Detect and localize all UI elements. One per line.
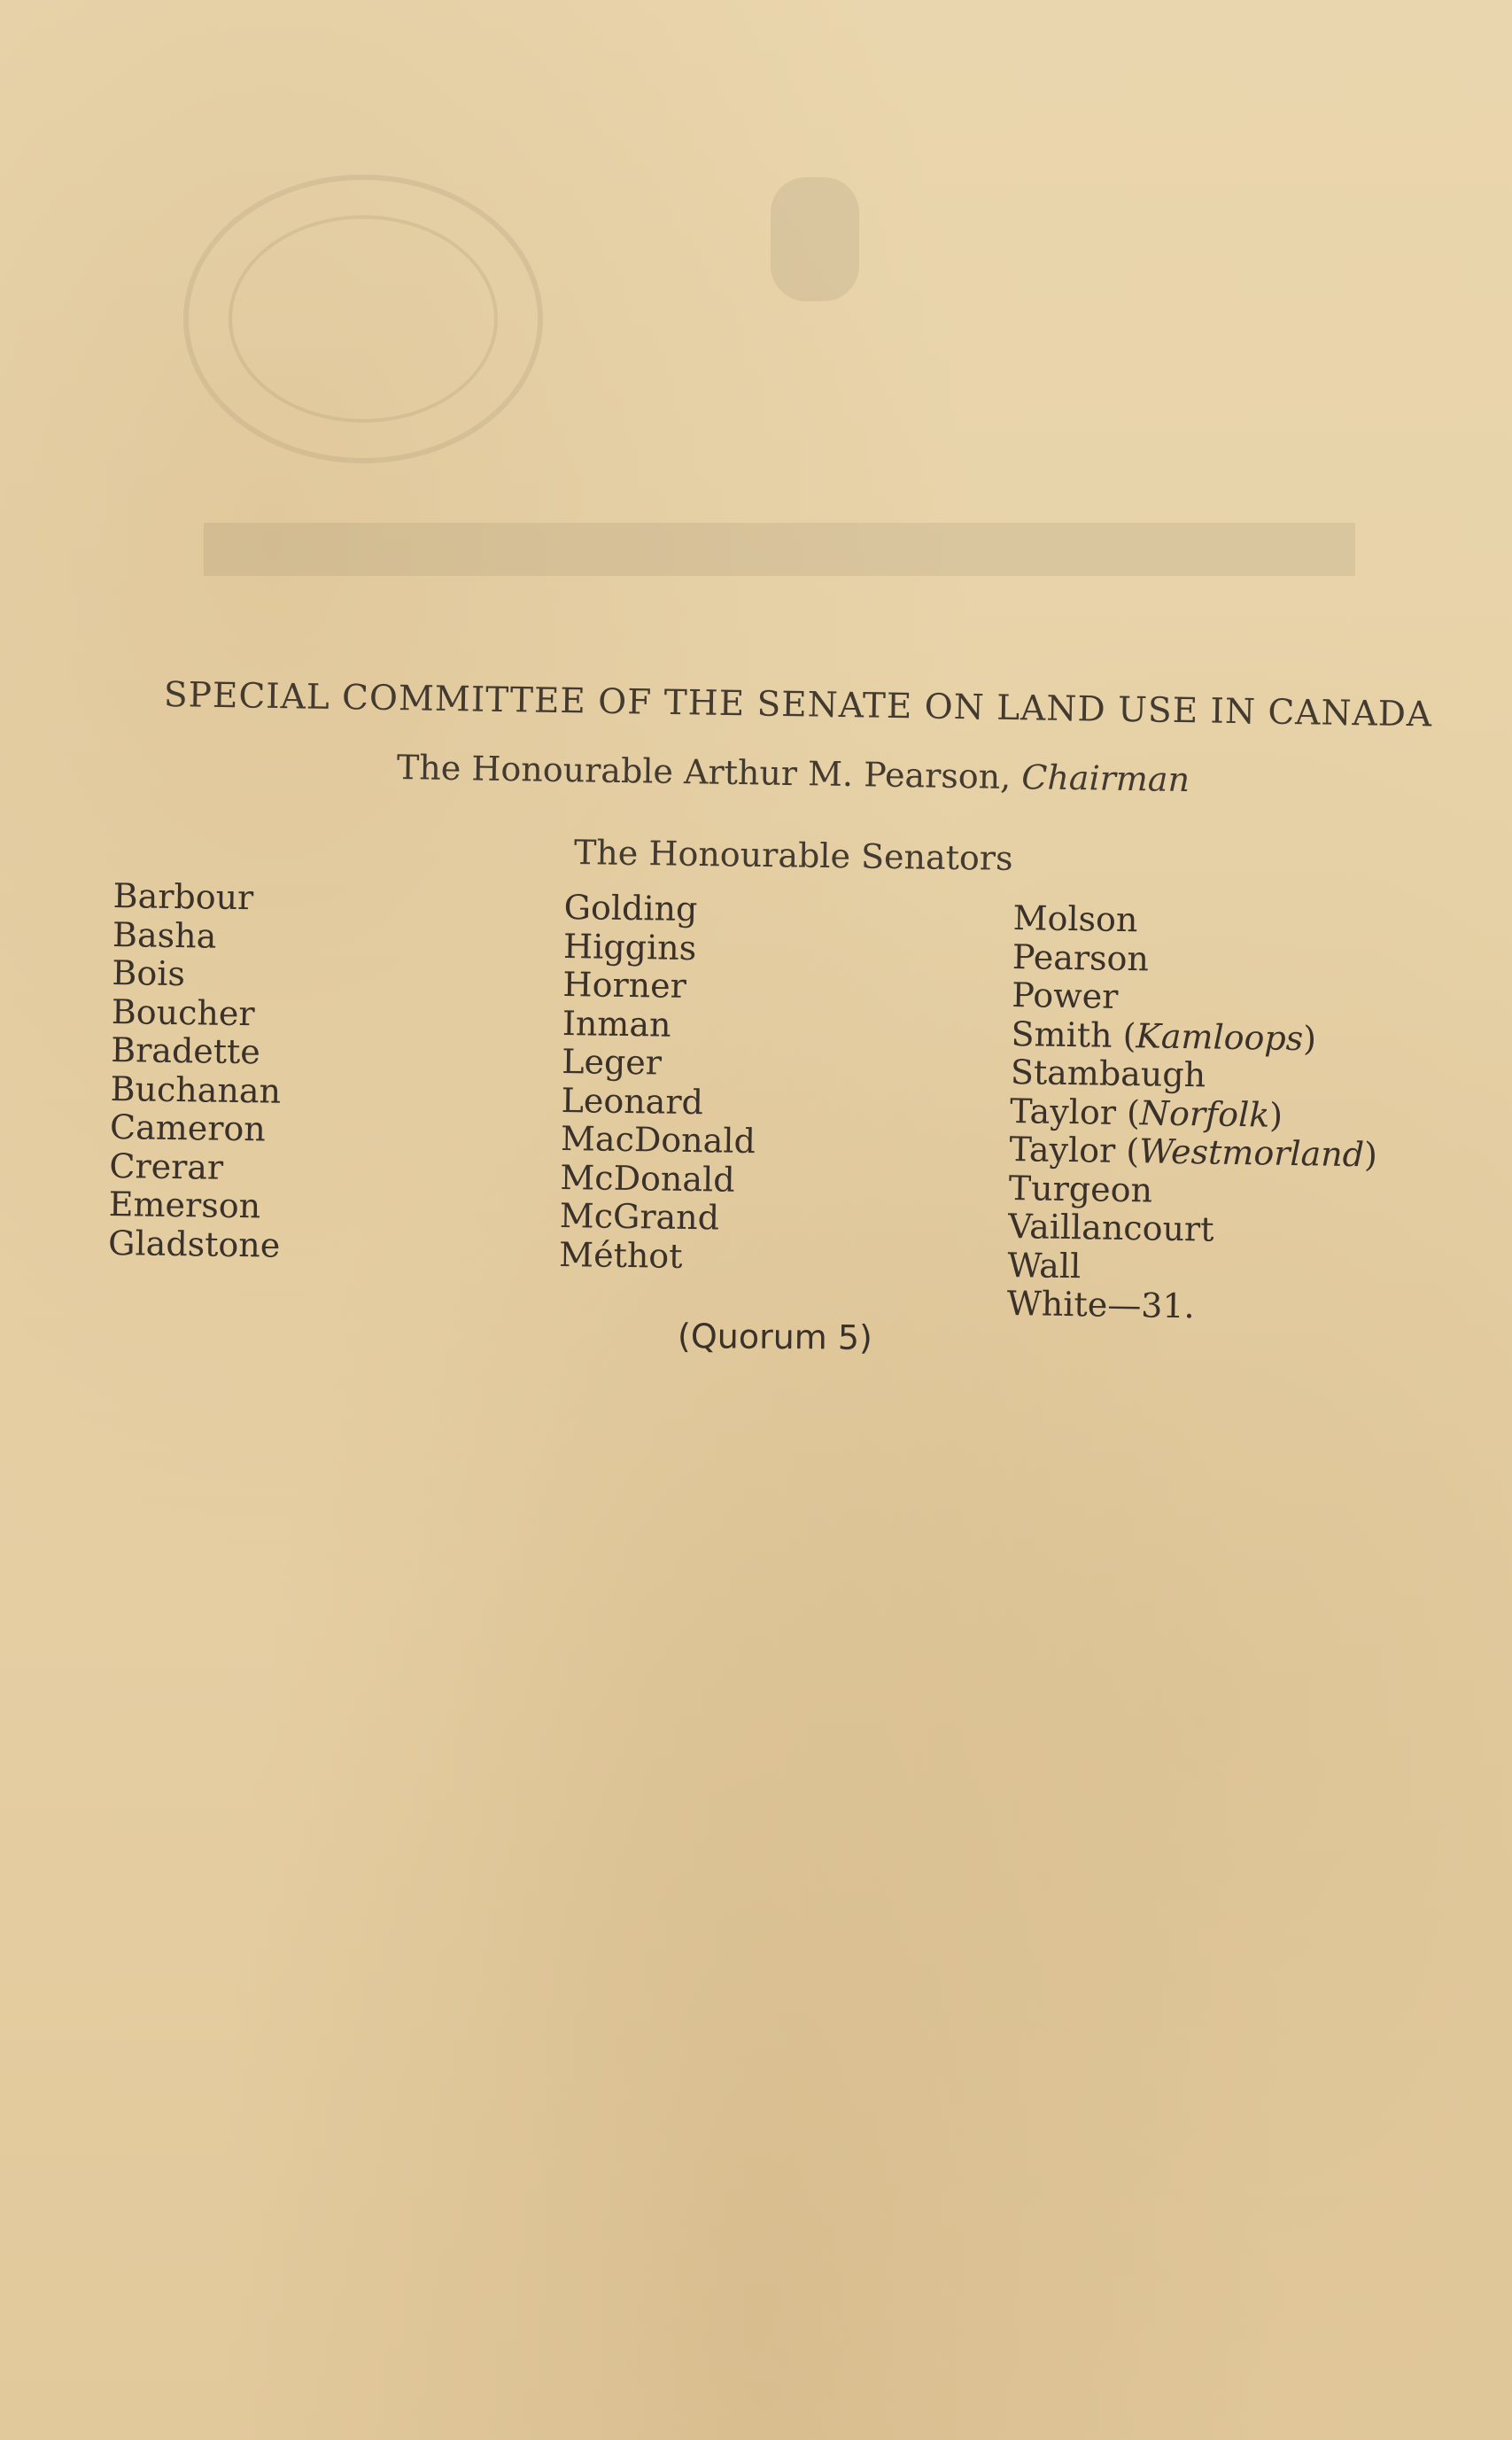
senator-surname: Wall (1007, 1245, 1082, 1286)
show-through-seal (177, 159, 549, 478)
senator-surname: Molson (1012, 898, 1138, 940)
senator-division: Kamloops (1136, 1015, 1304, 1058)
senator-name: Méthot (558, 1234, 683, 1276)
show-through-text-band (204, 496, 1355, 602)
senator-surname: Vaillancourt (1007, 1206, 1214, 1249)
senator-name: Buchanan (110, 1068, 282, 1111)
senators-label: The Honourable Senators (573, 833, 1013, 878)
senator-name: Emerson (108, 1184, 261, 1226)
senator-name: McDonald (560, 1157, 735, 1200)
quorum-note: (Quorum 5) (677, 1317, 873, 1357)
senators-column-2 (559, 889, 759, 1277)
senator-surname: Turgeon (1008, 1168, 1153, 1210)
senator-surname: Taylor (1009, 1091, 1117, 1132)
senator-name: Higgins (562, 926, 697, 967)
senator-name: Gladstone (107, 1223, 281, 1265)
senator-name: Inman (562, 1003, 671, 1045)
senator-surname: Smith (1011, 1014, 1113, 1055)
senator-division: Norfolk (1139, 1092, 1270, 1135)
senator-name: MacDonald (560, 1118, 756, 1162)
show-through-crest (735, 151, 895, 328)
senator-name: Leonard (561, 1080, 704, 1122)
senator-name: Boucher (111, 991, 255, 1033)
senator-name: Smith (Kamloops) (1011, 1014, 1317, 1058)
senator-name: Leger (561, 1041, 663, 1083)
senator-name: McGrand (559, 1195, 720, 1238)
senator-name: Taylor (Westmorland) (1009, 1129, 1378, 1175)
senators-column-1 (108, 877, 285, 1265)
senator-name: Cameron (109, 1107, 267, 1149)
chairman-title: Chairman (1020, 758, 1190, 800)
senator-name: Taylor (Norfolk) (1009, 1091, 1283, 1135)
senator-name: Golding (563, 888, 698, 929)
committee-heading: SPECIAL COMMITTEE OF THE SENATE ON LAND USE IN CANADA (163, 675, 1433, 735)
senator-surname: White—31. (1006, 1283, 1196, 1326)
chairman-name: The Honourable Arthur M. Pearson, (396, 748, 1022, 797)
senators-column-3 (1006, 899, 1381, 1329)
senator-name: Basha (112, 914, 217, 956)
senator-surname: Taylor (1009, 1129, 1116, 1170)
chairman-line (397, 748, 1190, 799)
senator-surname: Power (1011, 975, 1119, 1016)
senator-division: Westmorland (1138, 1131, 1365, 1175)
senator-name: Bois (112, 952, 186, 994)
senator-surname: Pearson (1012, 936, 1150, 978)
senator-name: Horner (562, 964, 687, 1006)
senator-surname: Stambaugh (1010, 1052, 1206, 1095)
senator-name: Crerar (109, 1146, 224, 1187)
senator-name: Bradette (110, 1030, 261, 1072)
senator-name (1006, 1285, 1375, 1329)
senator-name: Barbour (112, 876, 254, 918)
